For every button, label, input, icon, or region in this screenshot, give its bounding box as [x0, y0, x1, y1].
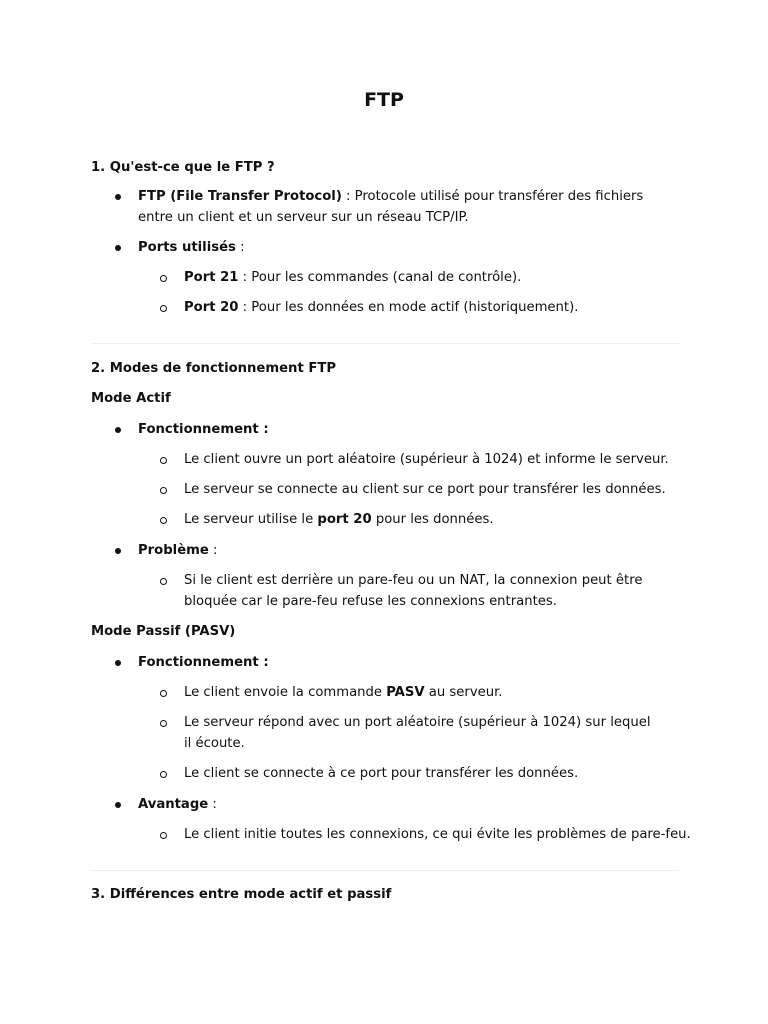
section-1-heading: 1. Qu'est-ce que le FTP ?	[91, 160, 275, 175]
avantage-text: Avantage	[138, 797, 209, 812]
port21-desc: : Pour les commandes (canal de contrôle).	[238, 270, 522, 285]
actif-probleme-label	[138, 540, 217, 561]
actif-fonctionnement-label: Fonctionnement :	[138, 422, 269, 437]
port20-item	[184, 297, 578, 318]
circle-bullet	[160, 720, 167, 727]
section-3-heading: 3. Différences entre mode actif et passif	[91, 887, 392, 902]
ftp-term: FTP (File Transfer Protocol)	[138, 189, 342, 204]
actif-item-2: Le serveur se connecte au client sur ce port pour transférer les données.	[184, 482, 666, 497]
passif-item-1-bold: PASV	[386, 685, 425, 700]
port20-desc: : Pour les données en mode actif (historiquement).	[238, 300, 579, 315]
passif-avantage-label	[138, 794, 217, 815]
circle-bullet	[160, 578, 167, 585]
passif-item-3: Le client se connecte à ce port pour transférer les données.	[184, 766, 579, 781]
page-title: FTP	[364, 89, 404, 111]
actif-item-1: Le client ouvre un port aléatoire (supérieur à 1024) et informe le serveur.	[184, 452, 669, 467]
circle-bullet	[160, 457, 167, 464]
ftp-description: : Protocole utilisé pour transférer des fichiers entre un client et un serveur sur un réseau TCP/IP.	[138, 189, 644, 225]
section-2-heading: 2. Modes de fonctionnement FTP	[91, 361, 337, 376]
passif-item-2: Le serveur répond avec un port aléatoire (supérieur à 1024) sur lequel il écoute.	[184, 715, 651, 751]
bullet-dot	[115, 194, 121, 200]
bullet-dot	[115, 660, 121, 666]
circle-bullet	[160, 275, 167, 282]
circle-bullet	[160, 305, 167, 312]
avantage-colon: :	[208, 797, 217, 812]
port20-term: Port 20	[184, 300, 239, 315]
ftp-definition	[138, 186, 678, 228]
probleme-text: Problème	[138, 543, 209, 558]
ports-label-colon: :	[235, 240, 245, 255]
circle-bullet	[160, 832, 167, 839]
actif-item-3-bold: port 20	[317, 512, 372, 527]
passif-item-1-pre: Le client envoie la commande	[184, 685, 387, 700]
actif-probleme-item: Si le client est derrière un pare-feu ou un NAT, la connexion peut être bloquée car le pare-feu refuse les connexions entrantes.	[184, 573, 643, 609]
circle-bullet	[160, 690, 167, 697]
actif-item-3-post: pour les données.	[371, 512, 494, 527]
circle-bullet	[160, 487, 167, 494]
bullet-dot	[115, 427, 121, 433]
section-divider	[91, 343, 679, 344]
passif-item-1-post: au serveur.	[424, 685, 503, 700]
port21-term: Port 21	[184, 270, 239, 285]
bullet-dot	[115, 245, 121, 251]
section-divider	[91, 870, 679, 871]
circle-bullet	[160, 517, 167, 524]
bullet-dot	[115, 548, 121, 554]
ports-label-text: Ports utilisés	[138, 240, 236, 255]
probleme-colon: :	[208, 543, 218, 558]
passif-item-1	[184, 682, 503, 703]
ports-label	[138, 237, 245, 258]
mode-actif-heading: Mode Actif	[91, 391, 171, 406]
actif-item-3	[184, 509, 494, 530]
port21-item	[184, 267, 521, 288]
circle-bullet	[160, 771, 167, 778]
passif-fonctionnement-label: Fonctionnement :	[138, 655, 269, 670]
mode-passif-heading: Mode Passif (PASV)	[91, 624, 236, 639]
bullet-dot	[115, 802, 121, 808]
passif-avantage-item: Le client initie toutes les connexions, ce qui évite les problèmes de pare-feu.	[184, 827, 691, 842]
actif-item-3-pre: Le serveur utilise le	[184, 512, 318, 527]
